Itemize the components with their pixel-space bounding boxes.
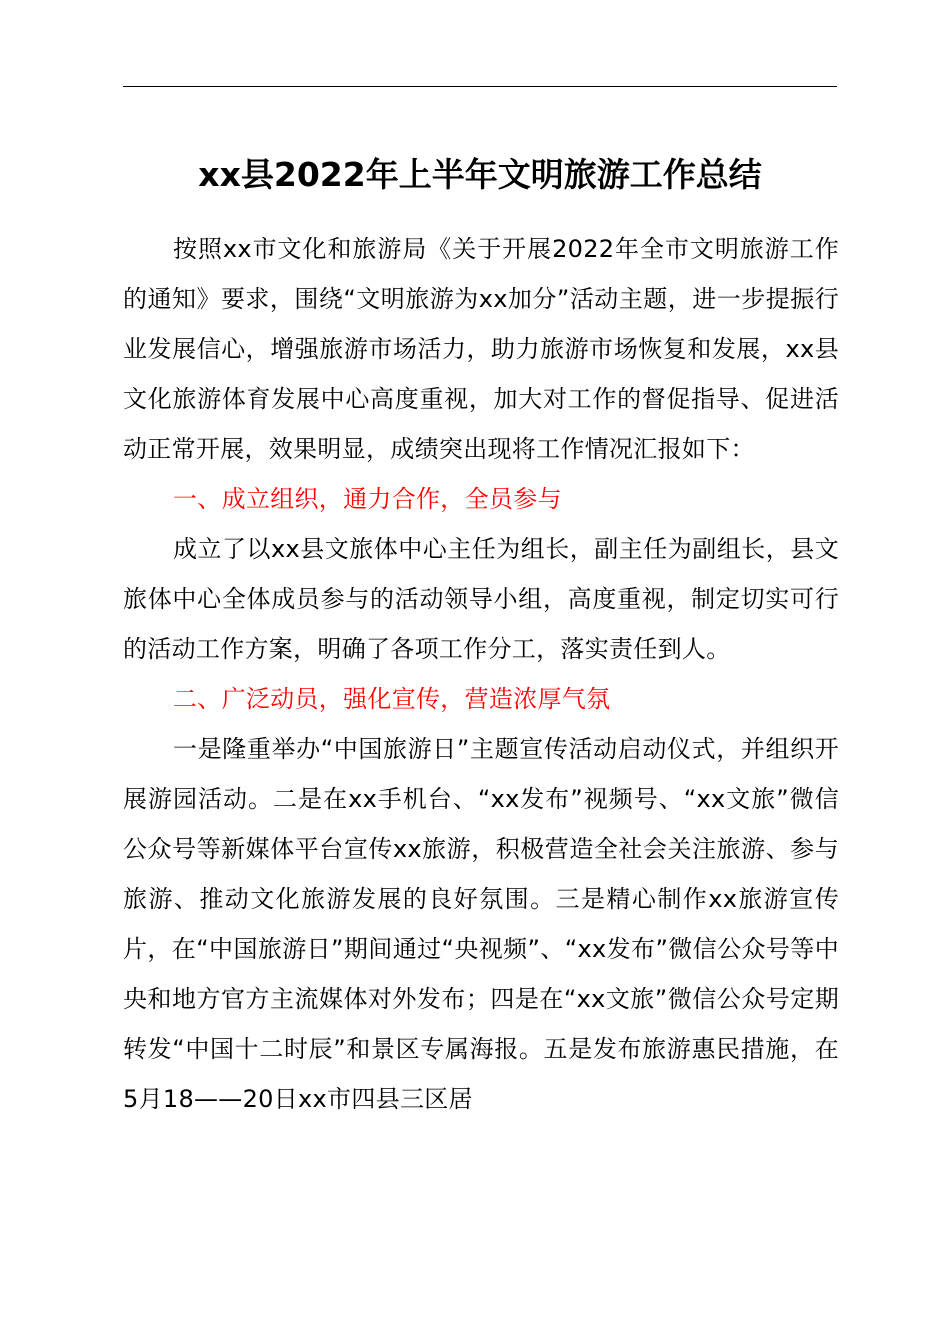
document-title: xx县2022年上半年文明旅游工作总结	[198, 155, 762, 194]
intro-paragraph: 按照xx市文化和旅游局《关于开展2022年全市文明旅游工作的通知》要求，围绕“文明旅游为xx加分”活动主题，进一步提振行业发展信心，增强旅游市场活力，助力旅游市场恢复和发展，xx县文化旅游体育发展中心高度重视，加大对工作的督促指导、促进活动正常开展，效果明显，成绩突出现将工作情况汇报如下：	[123, 235, 839, 463]
section-2-paragraph: 一是隆重举办“中国旅游日”主题宣传活动启动仪式，并组织开展游园活动。二是在xx手机台、“xx发布”视频号、“xx文旅”微信公众号等新媒体平台宣传xx旅游，积极营造全社会关注旅游、参与旅游、推动文化旅游发展的良好氛围。三是精心制作xx旅游宣传片，在“中国旅游日”期间通过“央视频”、“xx发布”微信公众号等中央和地方官方主流媒体对外发布；四是在“xx文旅”微信公众号定期转发“中国十二时辰”和景区专属海报。五是发布旅游惠民措施，在5月18——20日xx市四县三区居	[123, 735, 839, 1113]
section-1-paragraph: 成立了以xx县文旅体中心主任为组长，副主任为副组长，县文旅体中心全体成员参与的活动领导小组，高度重视，制定切实可行的活动工作方案，明确了各项工作分工，落实责任到人。	[123, 535, 839, 663]
section-heading-1: 一、成立组织，通力合作，全员参与	[173, 485, 562, 513]
section-heading-2: 二、广泛动员，强化宣传，营造浓厚气氛	[173, 685, 611, 713]
document-body	[123, 224, 839, 1124]
header-rule	[123, 86, 837, 87]
